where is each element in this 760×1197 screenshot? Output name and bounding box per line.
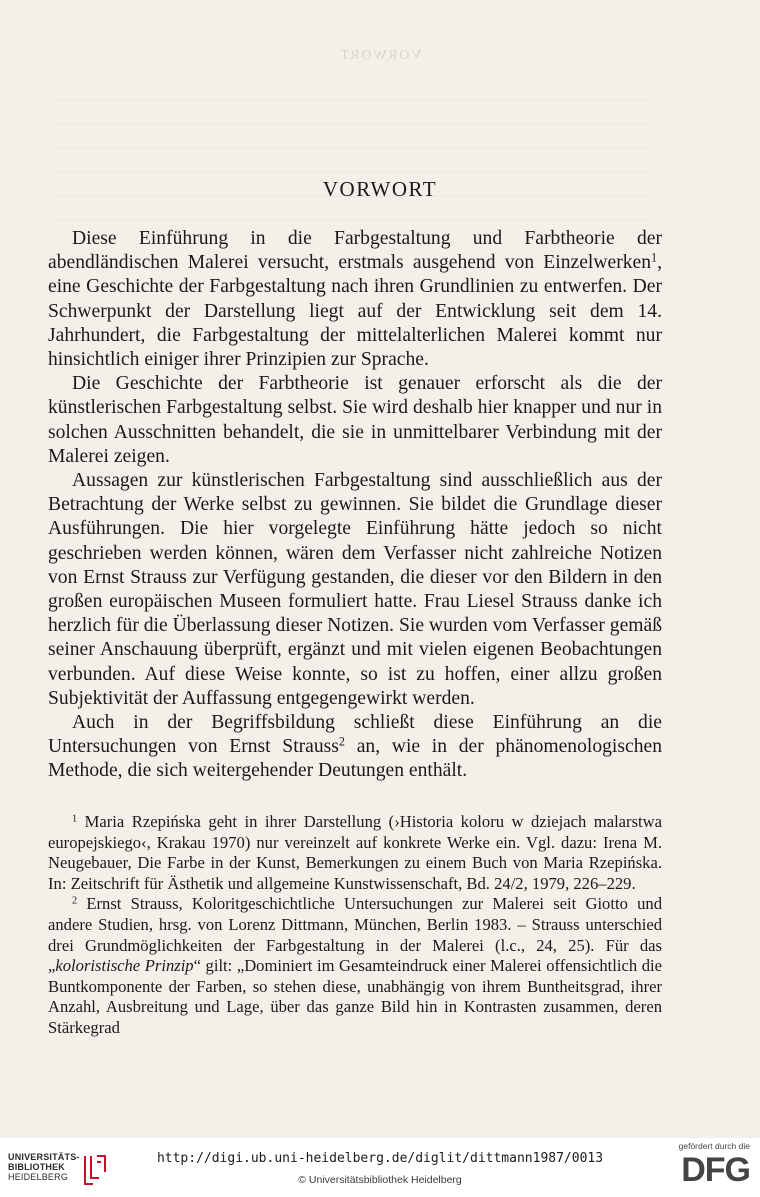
copyright-notice: © Universitätsbibliothek Heidelberg [298,1174,462,1186]
library-name-line: HEIDELBERG [8,1172,69,1182]
page-title: VORWORT [322,177,438,201]
dfg-caption: gefördert durch die [678,1141,750,1151]
footnote-text: Maria Rzepińska geht in ihrer Darstellung (›Historia koloru w dziejach malarstwa europejskiego‹, Krakau 1970) nur vereinzelt auf konkrete Werke ein. Vgl. dazu: Irena M. Neugebauer, Die Farbe in der Kunst, Bemerkungen zu einem Buch von Maria Rzepińska. In: Zeitschrift für Ästhetik und allgemeine Kunstwissenschaft, Bd. 24/2, 1979, 226–229. [48,812,662,893]
paragraph-text: Auch in der Begriffsbildung schließt diese Einführung an die Untersuchungen von Ernst Strauss [48,712,662,758]
bleed-through-running-head: VORWORT [338,48,422,63]
paragraph-text: , eine Geschichte der Farbgestaltung nach ihren Grundlinien zu entwerfen. Der Schwerpunkt der Darstellung liegt auf der Entwicklung seit dem 14. Jahrhundert, die Farbgestaltung der mittelalterlichen Malerei kommt nur hinsichtlich einiger ihrer Prinzipien zur Sprache. [48,252,662,371]
footnotes [48,812,662,1039]
library-name-line: UNIVERSITÄTS- [8,1152,80,1162]
dfg-logo[interactable] [660,1140,750,1194]
footnote-2 [48,894,662,1038]
permalink-url[interactable]: http://digi.ub.uni-heidelberg.de/diglit/dittmann1987/0013 [156,1151,604,1166]
footnote-text: Ernst Strauss, Koloritgeschichtliche Untersuchungen zur Malerei seit Giotto und andere Studien, hrsg. von Lorenz Dittmann, München, Berlin 1983. – Strauss unterschied drei Grundmöglichkeiten der Farbgestaltung in der Malerei (l.c., 24, 25). Für das „ [48,894,662,976]
paragraph-3: Aussagen zur künstlerischen Farbgestaltung sind ausschließlich aus der Betrachtung der Werke selbst zu gewinnen. Sie bildet die Grundlage dieser Ausführungen. Die hier vorgelegte Einführung hätte jedoch so nicht geschrieben werden können, wären dem Verfasser nicht zahlreiche Notizen von Ernst Strauss zur Verfügung gestanden, die dieser vor den Bildern in den großen europäischen Museen formuliert hatte. Frau Liesel Strauss danke ich herzlich für die Überlassung dieser Notizen. Sie wurden vom Verfasser gemäß seiner Anschauung überprüft, ergänzt und mit vielen eigenen Beobachtungen verbunden. Auf diese Weise konnte, so ist zu hoffen, einer allzu großen Subjektivität der Auffassung entgegengewirkt werden. [48,470,662,709]
footnote-mark: 2 [72,895,78,907]
dfg-wordmark: DFG [681,1151,750,1189]
footnote-emphasis: koloristische Prinzip [55,956,194,976]
footnote-1 [48,812,662,894]
paragraph-2: Die Geschichte der Farbtheorie ist genauer erforscht als die der künstlerischen Farbgestaltung selbst. Sie wird deshalb hier knapper und nur in solchen Ausschnitten behandelt, die sie in unmittelbarer Verbindung mit der Malerei zeigen. [48,373,662,467]
paragraph-4 [48,711,662,784]
footnote-ref-2[interactable]: 2 [338,734,345,749]
footnote-ref-1[interactable]: 1 [651,250,658,265]
paragraph-1 [48,227,662,372]
library-name-line: BIBLIOTHEK [8,1162,65,1172]
main-text [48,227,662,784]
viewer-footer [0,1138,760,1197]
footnote-mark: 1 [72,813,78,825]
paragraph-text: Diese Einführung in die Farbgestaltung und Farbtheorie der abendländischen Malerei versucht, erstmals ausgehend von Einzelwerken [48,228,662,274]
paragraph-text: an, wie in der phänomenologischen Methode, die sich weitergehender Deutungen enthält. [48,736,662,782]
footnote-text: “ gilt: „Dominiert im Gesamteindruck einer Malerei offensichtlich die Buntkomponente der Farben, so stehen diese, unabhängig von ihrem Buntheitsgrad, ihrer Anzahl, Ausbreitung und Lage, über das ganze Bild hin in Kontrasten zusammen, deren Stärkegrad [48,956,662,1037]
